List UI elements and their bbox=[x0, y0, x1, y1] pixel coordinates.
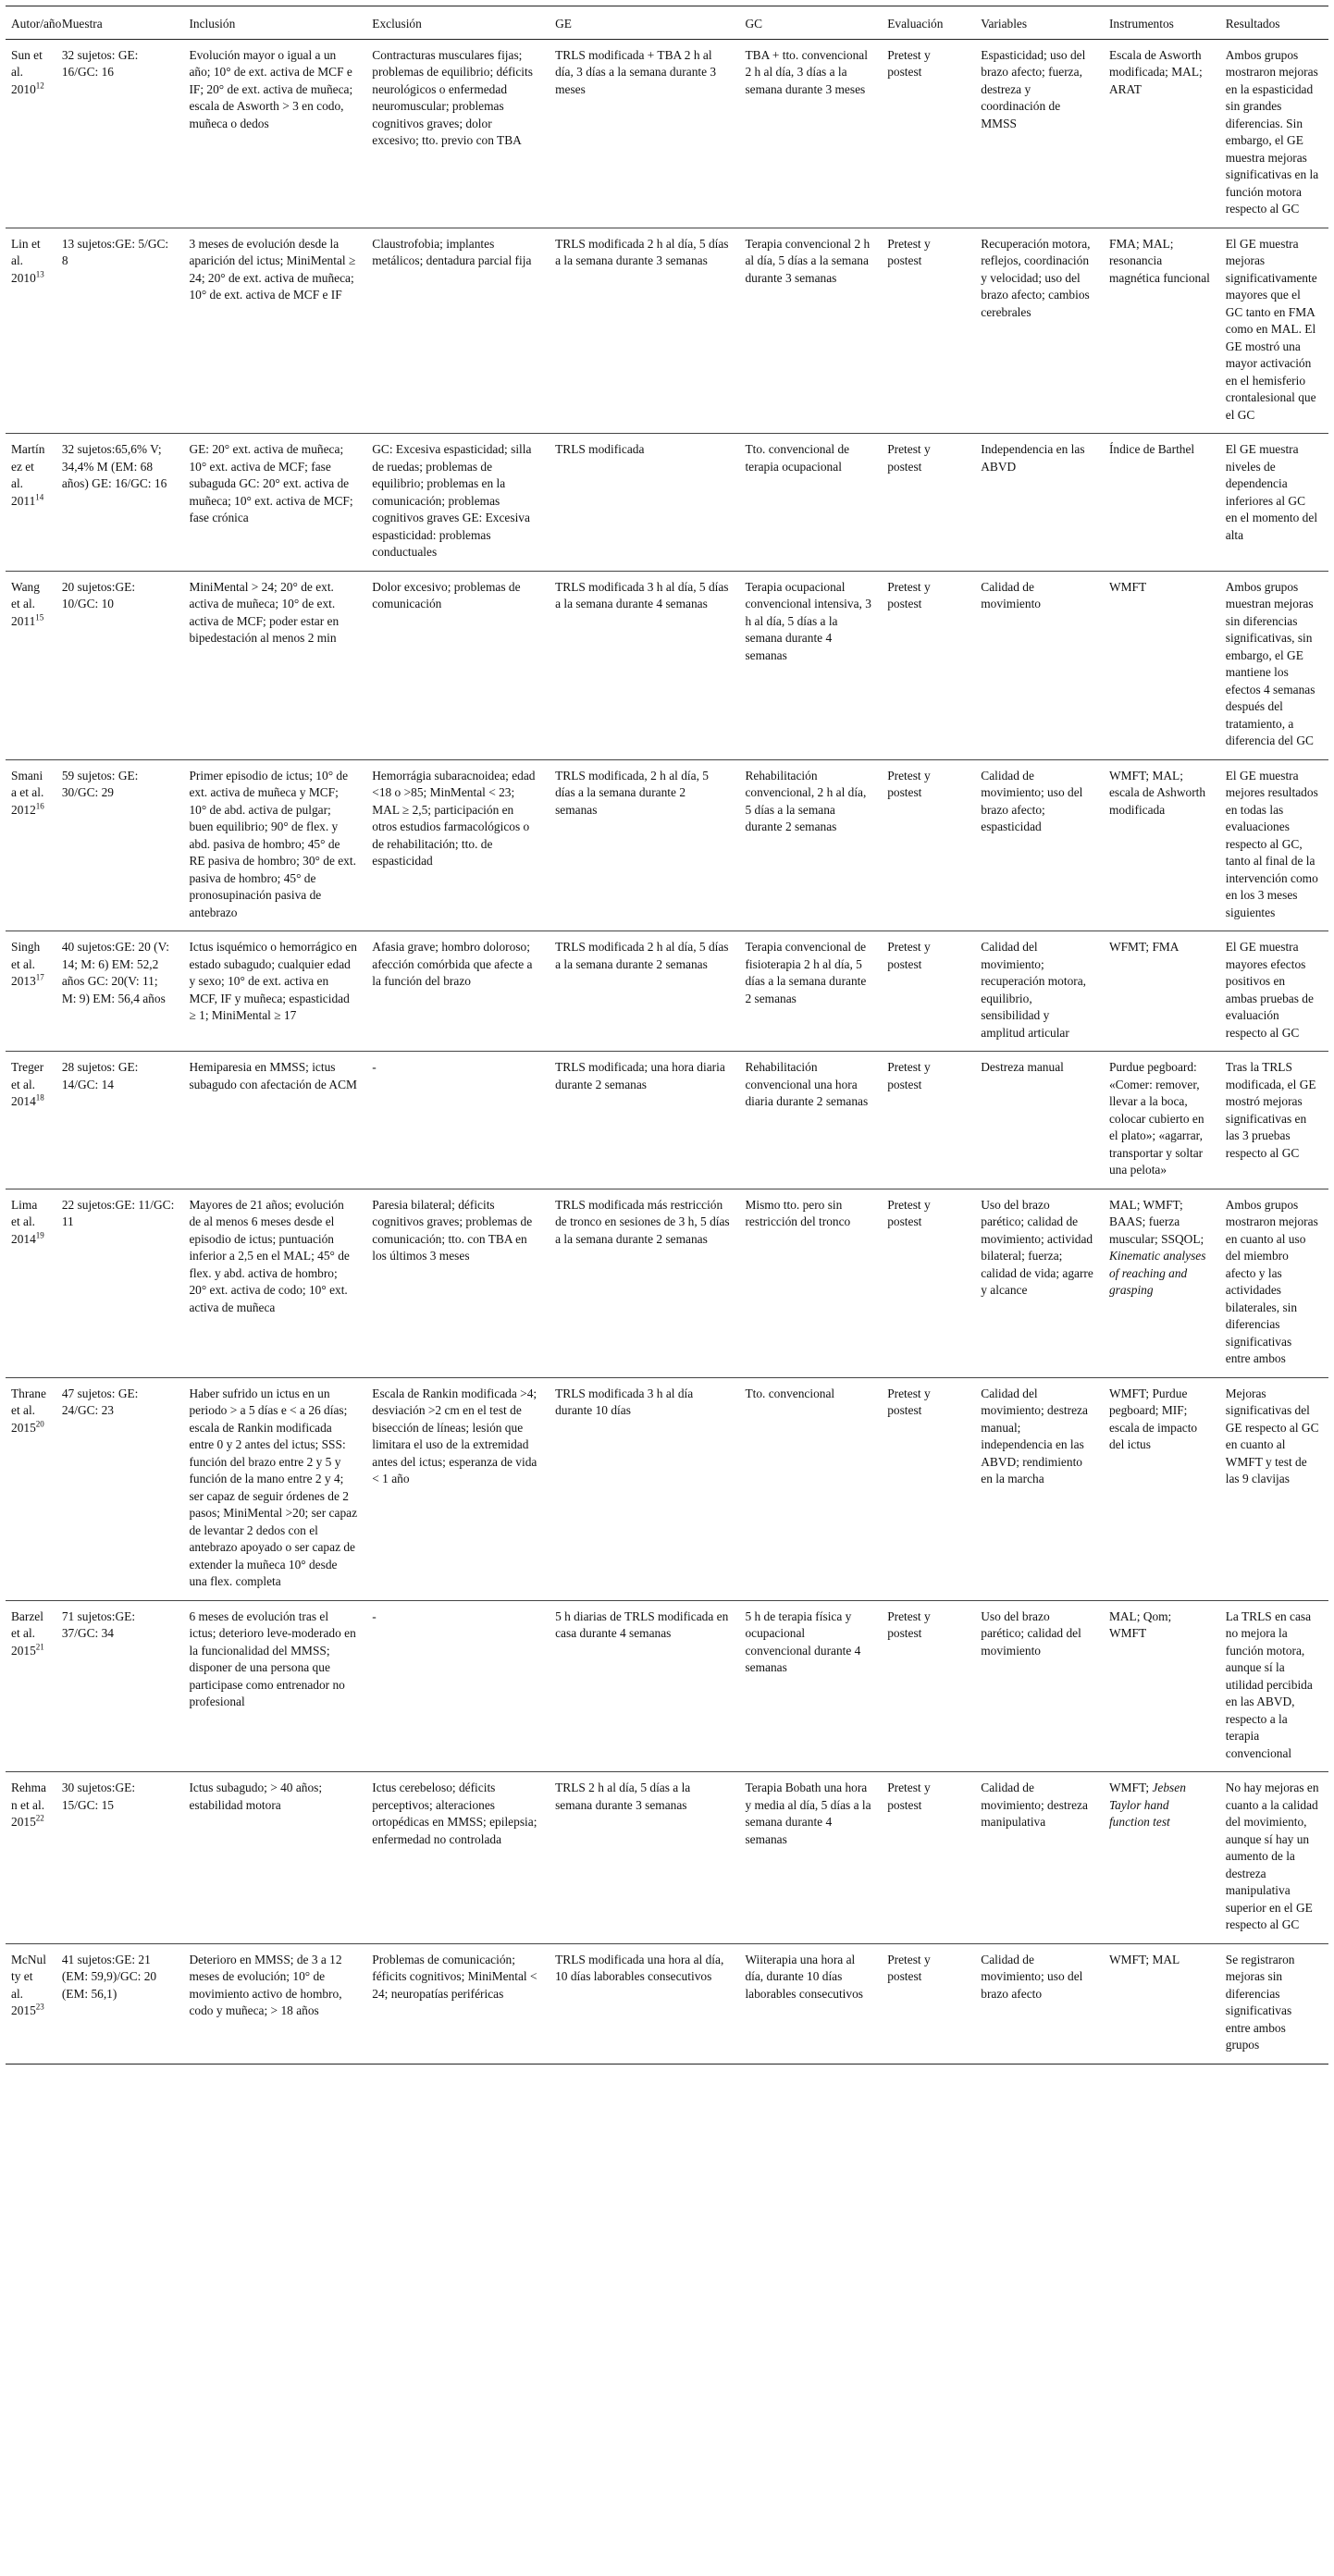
inclusion-cell bbox=[183, 931, 366, 1052]
inclusion-cell bbox=[183, 1943, 366, 2064]
sample-cell bbox=[56, 1772, 184, 1944]
column-header-author: Autor/año bbox=[6, 6, 56, 40]
table-body bbox=[6, 39, 1328, 2064]
inclusion-text: Ictus subagudo; > 40 años; estabilidad motora bbox=[189, 1781, 323, 1812]
sample-cell bbox=[56, 759, 184, 931]
column-header-inclusion: Inclusión bbox=[183, 6, 366, 40]
reference-number: 17 bbox=[35, 972, 44, 982]
variables-text: Calidad del movimiento; recuperación motora, equilibrio, sensibilidad y amplitud articular bbox=[981, 940, 1087, 1040]
exclusion-cell bbox=[366, 1943, 550, 2064]
variables-text: Calidad de movimiento; uso del brazo afecto; espasticidad bbox=[981, 768, 1083, 833]
author-year: Lin et al. 2010 bbox=[11, 236, 41, 285]
instruments-cell bbox=[1104, 1600, 1220, 1772]
exclusion-cell bbox=[366, 571, 550, 759]
variables-text: Calidad de movimiento; uso del brazo afecto bbox=[981, 1952, 1083, 2001]
results-cell bbox=[1220, 1052, 1328, 1189]
evaluation-text: Pretest y postest bbox=[887, 1386, 931, 1417]
column-header-gc: GC bbox=[739, 6, 882, 40]
gc-cell bbox=[739, 434, 882, 572]
table-row bbox=[6, 1943, 1328, 2064]
table-row bbox=[6, 931, 1328, 1052]
reference-number: 18 bbox=[35, 1092, 44, 1103]
author-cell bbox=[6, 931, 56, 1052]
author-cell bbox=[6, 571, 56, 759]
inclusion-text: MiniMental > 24; 20° de ext. activa de muñeca; 10° de ext. activa de MCF; poder estar en bipedestación al menos 2 min bbox=[189, 579, 340, 645]
column-header-results: Resultados bbox=[1220, 6, 1328, 40]
table-row bbox=[6, 1189, 1328, 1377]
author-year: Thrane et al. 2015 bbox=[11, 1386, 46, 1435]
ge-text: TRLS modificada 3 h al día, 5 días a la semana durante 4 semanas bbox=[555, 579, 729, 610]
gc-cell bbox=[739, 571, 882, 759]
ge-text: TRLS modificada 2 h al día, 5 días a la semana durante 2 semanas bbox=[555, 940, 729, 971]
gc-cell bbox=[739, 1377, 882, 1600]
author-cell bbox=[6, 1943, 56, 2064]
exclusion-text: Ictus cerebeloso; déficits perceptivos; alteraciones ortopédicas en MMSS; epilepsia; enfermedad no controlada bbox=[372, 1781, 537, 1846]
variables-cell bbox=[975, 759, 1104, 931]
gc-cell bbox=[739, 1943, 882, 2064]
inclusion-cell bbox=[183, 39, 366, 228]
reference-number: 13 bbox=[35, 269, 44, 279]
sample-text: 20 sujetos:GE: 10/GC: 10 bbox=[61, 579, 136, 610]
gc-text: Mismo tto. pero sin restricción del tronco bbox=[745, 1197, 851, 1228]
instruments-text: WFMT; FMA bbox=[1108, 940, 1180, 954]
variables-text: Uso del brazo parético; calidad del movimiento bbox=[981, 1608, 1081, 1658]
instruments-cell bbox=[1104, 931, 1220, 1052]
exclusion-cell bbox=[366, 228, 550, 434]
exclusion-cell bbox=[366, 759, 550, 931]
exclusion-text: Hemorrágia subaracnoidea; edad <18 o >85; MinMental < 23; MAL ≥ 2,5; participación en otros estudios farmacológicos o de rehabilitación; tto. de espasticidad bbox=[372, 768, 536, 868]
gc-text: Tto. convencional bbox=[745, 1386, 835, 1400]
instruments-cell bbox=[1104, 571, 1220, 759]
instruments-text: Escala de Asworth modificada; MAL; ARAT bbox=[1108, 47, 1203, 96]
author-year: Treger et al. 2014 bbox=[11, 1060, 44, 1108]
ge-text: TRLS modificada 3 h al día durante 10 días bbox=[555, 1386, 694, 1417]
column-header-evaluation: Evaluación bbox=[882, 6, 975, 40]
exclusion-text: Dolor excesivo; problemas de comunicación bbox=[372, 579, 521, 610]
author-cell bbox=[6, 1600, 56, 1772]
results-text: El GE muestra mejores resultados en todas las evaluaciones respecto al GC, tanto al final de la intervención como en los 3 meses siguientes bbox=[1225, 768, 1318, 919]
exclusion-text: - bbox=[372, 1608, 377, 1623]
instruments-italic-text: Jebsen Taylor hand function test bbox=[1108, 1781, 1186, 1829]
evaluation-cell bbox=[882, 1377, 975, 1600]
evaluation-cell bbox=[882, 1600, 975, 1772]
author-year: Barzel et al. 2015 bbox=[11, 1608, 43, 1658]
inclusion-text: GE: 20° ext. activa de muñeca; 10° ext. activa de MCF; fase subaguda GC: 20° ext. activa de muñeca; 10° ext. activa de MCF; fase crónica bbox=[189, 442, 353, 524]
evaluation-text: Pretest y postest bbox=[887, 1781, 931, 1812]
instruments-text: WMFT; MAL; escala de Ashworth modificada bbox=[1108, 768, 1206, 817]
instruments-cell bbox=[1104, 759, 1220, 931]
instruments-text: WMFT; bbox=[1108, 1781, 1150, 1794]
variables-cell bbox=[975, 1772, 1104, 1944]
variables-cell bbox=[975, 931, 1104, 1052]
sample-cell bbox=[56, 571, 184, 759]
variables-text: Recuperación motora, reflejos, coordinación y velocidad; uso del brazo afecto; cambios cerebrales bbox=[981, 236, 1091, 319]
reference-number: 23 bbox=[35, 2002, 44, 2012]
results-text: La TRLS en casa no mejora la función motora, aunque sí la utilidad percibida en las ABVD, respecto a la terapia convencional bbox=[1225, 1608, 1313, 1760]
ge-text: TRLS modificada más restricción de tronco en sesiones de 3 h, 5 días a la semana durante 2 semanas bbox=[555, 1197, 730, 1246]
ge-cell bbox=[550, 39, 739, 228]
results-cell bbox=[1220, 1772, 1328, 1944]
evaluation-text: Pretest y postest bbox=[887, 236, 931, 267]
variables-cell bbox=[975, 434, 1104, 572]
gc-cell bbox=[739, 1772, 882, 1944]
inclusion-cell bbox=[183, 1600, 366, 1772]
gc-text: Terapia Bobath una hora y media al día, 5 días a la semana durante 4 semanas bbox=[745, 1781, 871, 1846]
variables-text: Uso del brazo parético; calidad de movimiento; actividad bilateral; fuerza; calidad de vida; agarre y alcance bbox=[981, 1197, 1093, 1297]
inclusion-text: Primer episodio de ictus; 10° de ext. activa de muñeca y MCF; 10° de abd. activa de pulgar; buen equilibrio; 90° de flex. y abd. pasiva de hombro; 45° de RE pasiva de hombro; 30° de ext. pasiva de hombro; 45° de pronosupinación pasiva de antebrazo bbox=[189, 768, 356, 919]
results-text: El GE muestra niveles de dependencia inferiores al GC en el momento del alta bbox=[1225, 442, 1318, 542]
ge-text: TRLS modificada 2 h al día, 5 días a la semana durante 3 semanas bbox=[555, 236, 729, 267]
reference-number: 20 bbox=[35, 1419, 44, 1429]
variables-text: Espasticidad; uso del brazo afecto; fuerza, destreza y coordinación de MMSS bbox=[981, 47, 1086, 130]
reference-number: 15 bbox=[35, 612, 44, 622]
variables-cell bbox=[975, 228, 1104, 434]
gc-cell bbox=[739, 1189, 882, 1377]
gc-text: Terapia convencional de fisioterapia 2 h al día, 5 días a la semana durante 2 semanas bbox=[745, 940, 867, 1005]
table-row bbox=[6, 1052, 1328, 1189]
sample-text: 13 sujetos:GE: 5/GC: 8 bbox=[61, 236, 169, 267]
reference-number: 12 bbox=[35, 80, 44, 91]
sample-text: 41 sujetos:GE: 21 (EM: 59,9)/GC: 20 (EM: 56,1) bbox=[61, 1952, 157, 2001]
table-header-row bbox=[6, 6, 1328, 40]
gc-cell bbox=[739, 1600, 882, 1772]
table-row bbox=[6, 434, 1328, 572]
sample-cell bbox=[56, 1600, 184, 1772]
results-text: Tras la TRLS modificada, el GE mostró mejoras significativas en las 3 pruebas respecto al GC bbox=[1225, 1060, 1316, 1160]
results-cell bbox=[1220, 1377, 1328, 1600]
gc-text: Wiiterapia una hora al día, durante 10 días laborables consecutivos bbox=[745, 1952, 863, 2001]
evaluation-text: Pretest y postest bbox=[887, 47, 931, 79]
inclusion-cell bbox=[183, 1052, 366, 1189]
variables-cell bbox=[975, 1377, 1104, 1600]
table-row bbox=[6, 1600, 1328, 1772]
ge-cell bbox=[550, 931, 739, 1052]
evaluation-text: Pretest y postest bbox=[887, 579, 931, 610]
gc-cell bbox=[739, 39, 882, 228]
exclusion-cell bbox=[366, 1189, 550, 1377]
column-header-ge: GE bbox=[550, 6, 739, 40]
reference-number: 21 bbox=[35, 1642, 44, 1652]
table-row bbox=[6, 571, 1328, 759]
author-cell bbox=[6, 1052, 56, 1189]
sample-cell bbox=[56, 1377, 184, 1600]
author-year: Martínez et al. 2011 bbox=[11, 442, 45, 508]
gc-cell bbox=[739, 1052, 882, 1189]
table-row bbox=[6, 1377, 1328, 1600]
exclusion-text: GC: Excesiva espasticidad; silla de ruedas; problemas de equilibrio; problemas en la comunicación; problemas cognitivos graves GE: Excesiva espasticidad: problemas conductuales bbox=[372, 442, 532, 559]
inclusion-text: Evolución mayor o igual a un año; 10° de ext. activa de MCF e IF; 20° de ext. activa de muñeca; escala de Asworth > 3 en codo, muñeca o dedos bbox=[189, 47, 353, 130]
instruments-cell bbox=[1104, 228, 1220, 434]
gc-text: 5 h de terapia física y ocupacional convencional durante 4 semanas bbox=[745, 1608, 861, 1674]
inclusion-cell bbox=[183, 228, 366, 434]
ge-cell bbox=[550, 1189, 739, 1377]
variables-cell bbox=[975, 1943, 1104, 2064]
inclusion-text: Hemiparesia en MMSS; ictus subagudo con afectación de ACM bbox=[189, 1060, 357, 1091]
evaluation-text: Pretest y postest bbox=[887, 768, 931, 799]
column-header-instruments: Instrumentos bbox=[1104, 6, 1220, 40]
sample-text: 30 sujetos:GE: 15/GC: 15 bbox=[61, 1781, 136, 1812]
gc-cell bbox=[739, 931, 882, 1052]
results-text: Ambos grupos mostraron mejoras en la espasticidad sin grandes diferencias. Sin embargo, el GE muestra mejoras significativas en la función motora respecto al GC bbox=[1225, 47, 1319, 216]
ge-cell bbox=[550, 759, 739, 931]
results-cell bbox=[1220, 759, 1328, 931]
author-year: Rehman et al. 2015 bbox=[11, 1781, 46, 1829]
column-header-variables: Variables bbox=[975, 6, 1104, 40]
ge-cell bbox=[550, 434, 739, 572]
author-cell bbox=[6, 39, 56, 228]
gc-text: Rehabilitación convencional una hora diaria durante 2 semanas bbox=[745, 1060, 869, 1108]
column-header-exclusion: Exclusión bbox=[366, 6, 550, 40]
instruments-cell bbox=[1104, 1052, 1220, 1189]
author-cell bbox=[6, 228, 56, 434]
instruments-cell bbox=[1104, 1377, 1220, 1600]
author-year: Wang et al. 2011 bbox=[11, 579, 40, 628]
author-year: McNulty et al. 2015 bbox=[11, 1952, 46, 2017]
sample-text: 32 sujetos: GE: 16/GC: 16 bbox=[61, 47, 139, 79]
variables-cell bbox=[975, 571, 1104, 759]
exclusion-cell bbox=[366, 39, 550, 228]
gc-cell bbox=[739, 228, 882, 434]
ge-text: TRLS modificada una hora al día, 10 días laborables consecutivos bbox=[555, 1952, 724, 1983]
results-text: El GE muestra mejoras significativamente mayores que el GC tanto en FMA como en MAL. El GE mostró una mayor activación en el hemisferio crontalesional que el GC bbox=[1225, 236, 1317, 422]
ge-cell bbox=[550, 571, 739, 759]
gc-cell bbox=[739, 759, 882, 931]
sample-text: 28 sujetos: GE: 14/GC: 14 bbox=[61, 1060, 139, 1091]
instruments-text: Purdue pegboard: «Comer: remover, llevar a la boca, colocar cubierto en el plato»; «agarrar, transportar y soltar una pelota» bbox=[1108, 1060, 1204, 1177]
inclusion-cell bbox=[183, 1377, 366, 1600]
exclusion-text: - bbox=[372, 1060, 377, 1074]
inclusion-text: 6 meses de evolución tras el ictus; deterioro leve-moderado en la funcionalidad del MMSS; disponer de una persona que participase como entrenador no profesional bbox=[189, 1608, 356, 1708]
exclusion-text: Escala de Rankin modificada >4; desviación >2 cm en el test de bisección de líneas; lesión que limitara el uso de la extremidad antes del ictus; esperanza de vida < 1 año bbox=[372, 1386, 537, 1485]
ge-text: 5 h diarias de TRLS modificada en casa durante 4 semanas bbox=[555, 1608, 729, 1640]
variables-text: Destreza manual bbox=[981, 1060, 1064, 1074]
results-text: Se registraron mejoras sin diferencias significativas entre ambos grupos bbox=[1225, 1952, 1295, 2052]
inclusion-text: Haber sufrido un ictus en un periodo > a 5 días e < a 26 días; escala de Rankin modificada entre 0 y 2 antes del ictus; SSS: función del brazo entre 2 y 5 y función de la mano entre 2 y 4; ser capaz de seguir órdenes de 2 pasos; MiniMental >20; ser capaz de levantar 2 dedos con el antebrazo apoyado o ser capaz de extender la muñeca 10° desde una flex. completa bbox=[189, 1386, 358, 1588]
exclusion-text: Paresia bilateral; déficits cognitivos graves; problemas de comunicación; tto. con TBA en los últimos 3 meses bbox=[372, 1197, 533, 1263]
reference-number: 14 bbox=[35, 492, 44, 502]
inclusion-cell bbox=[183, 571, 366, 759]
ge-text: TRLS modificada + TBA 2 h al día, 3 días a la semana durante 3 meses bbox=[555, 47, 717, 96]
author-year: Singh et al. 2013 bbox=[11, 940, 41, 988]
evaluation-cell bbox=[882, 434, 975, 572]
ge-cell bbox=[550, 1600, 739, 1772]
ge-cell bbox=[550, 228, 739, 434]
variables-text: Calidad del movimiento; destreza manual; independencia en las ABVD; rendimiento en la marcha bbox=[981, 1386, 1088, 1485]
table-row bbox=[6, 759, 1328, 931]
evaluation-cell bbox=[882, 1189, 975, 1377]
variables-text: Independencia en las ABVD bbox=[981, 442, 1085, 474]
exclusion-cell bbox=[366, 1377, 550, 1600]
author-year: Smania et al. 2012 bbox=[11, 768, 44, 817]
sample-text: 47 sujetos: GE: 24/GC: 23 bbox=[61, 1386, 139, 1417]
exclusion-cell bbox=[366, 931, 550, 1052]
inclusion-cell bbox=[183, 434, 366, 572]
exclusion-cell bbox=[366, 1772, 550, 1944]
exclusion-text: Problemas de comunicación; féficits cognitivos; MiniMental < 24; neuropatías periféricas bbox=[372, 1952, 537, 2001]
instruments-text: WMFT; Purdue pegboard; MIF; escala de impacto del ictus bbox=[1108, 1386, 1198, 1451]
table-row bbox=[6, 39, 1328, 228]
instruments-text: Índice de Barthel bbox=[1108, 442, 1195, 456]
inclusion-text: Mayores de 21 años; evolución de al menos 6 meses desde el episodio de ictus; puntuación inferior a 2,5 en el MAL; 45° de flex. y abd. activa de hombro; 20° ext. activa de codo; 10° ext. activa de muñeca bbox=[189, 1197, 350, 1314]
variables-text: Calidad de movimiento bbox=[981, 579, 1041, 610]
sample-cell bbox=[56, 1052, 184, 1189]
results-cell bbox=[1220, 228, 1328, 434]
results-text: Mejoras significativas del GE respecto al GC en cuanto al WMFT y test de las 9 clavijas bbox=[1225, 1386, 1319, 1485]
results-text: Ambos grupos muestran mejoras sin diferencias significativas, sin embargo, el GE mantiene los efectos 4 semanas después del tratamiento, a diferencia del GC bbox=[1225, 579, 1315, 747]
sample-text: 22 sujetos:GE: 11/GC: 11 bbox=[61, 1197, 175, 1228]
ge-text: TRLS modificada bbox=[555, 442, 645, 456]
table-row bbox=[6, 1772, 1328, 1944]
author-cell bbox=[6, 434, 56, 572]
sample-text: 32 sujetos:65,6% V; 34,4% M (EM: 68 años) GE: 16/GC: 16 bbox=[61, 442, 167, 490]
results-cell bbox=[1220, 434, 1328, 572]
gc-text: Terapia convencional 2 h al día, 5 días a la semana durante 3 semanas bbox=[745, 236, 871, 285]
evaluation-cell bbox=[882, 1052, 975, 1189]
results-cell bbox=[1220, 39, 1328, 228]
reference-number: 19 bbox=[35, 1230, 44, 1240]
evaluation-cell bbox=[882, 1943, 975, 2064]
sample-cell bbox=[56, 434, 184, 572]
sample-cell bbox=[56, 228, 184, 434]
inclusion-cell bbox=[183, 1772, 366, 1944]
evaluation-cell bbox=[882, 228, 975, 434]
inclusion-text: 3 meses de evolución desde la aparición del ictus; MiniMental ≥ 24; 20° de ext. activa de muñeca; 10° de ext. activa de MCF e IF bbox=[189, 236, 356, 302]
evaluation-cell bbox=[882, 759, 975, 931]
instruments-cell bbox=[1104, 434, 1220, 572]
gc-text: Rehabilitación convencional, 2 h al día, 5 días a la semana durante 2 semanas bbox=[745, 768, 867, 833]
exclusion-text: Afasia grave; hombro doloroso; afección comórbida que afecte a la función del brazo bbox=[372, 940, 533, 988]
exclusion-text: Contracturas musculares fijas; problemas de equilibrio; déficits neurológicos o enfermedad neuromuscular; problemas cognitivos graves; dolor excesivo; tto. previo con TBA bbox=[372, 47, 533, 147]
author-year: Sun et al. 2010 bbox=[11, 47, 43, 96]
author-cell bbox=[6, 759, 56, 931]
instruments-cell bbox=[1104, 1943, 1220, 2064]
evaluation-cell bbox=[882, 1772, 975, 1944]
exclusion-cell bbox=[366, 434, 550, 572]
reference-number: 16 bbox=[35, 801, 44, 811]
sample-text: 40 sujetos:GE: 20 (V: 14; M: 6) EM: 52,2 años GC: 20(V: 11; M: 9) EM: 56,4 años bbox=[61, 940, 169, 1005]
instruments-text: MAL; WMFT; BAAS; fuerza muscular; SSQOL; bbox=[1108, 1197, 1204, 1246]
ge-text: TRLS modificada; una hora diaria durante 2 semanas bbox=[555, 1060, 725, 1091]
ge-cell bbox=[550, 1052, 739, 1189]
instruments-text: WMFT; MAL bbox=[1108, 1952, 1180, 1966]
ge-text: TRLS 2 h al día, 5 días a la semana durante 3 semanas bbox=[555, 1781, 691, 1812]
variables-cell bbox=[975, 39, 1104, 228]
gc-text: TBA + tto. convencional 2 h al día, 3 días a la semana durante 3 meses bbox=[745, 47, 868, 96]
author-cell bbox=[6, 1377, 56, 1600]
ge-cell bbox=[550, 1772, 739, 1944]
results-cell bbox=[1220, 1600, 1328, 1772]
variables-text: Calidad de movimiento; destreza manipulativa bbox=[981, 1781, 1088, 1829]
ge-text: TRLS modificada, 2 h al día, 5 días a la semana durante 2 semanas bbox=[555, 768, 709, 817]
instruments-text: FMA; MAL; resonancia magnética funcional bbox=[1108, 236, 1210, 285]
evaluation-cell bbox=[882, 571, 975, 759]
instruments-text: MAL; Qom; WMFT bbox=[1108, 1608, 1172, 1640]
instruments-cell bbox=[1104, 1189, 1220, 1377]
evaluation-text: Pretest y postest bbox=[887, 1060, 931, 1091]
inclusion-cell bbox=[183, 759, 366, 931]
studies-table bbox=[6, 6, 1328, 2064]
evaluation-text: Pretest y postest bbox=[887, 1608, 931, 1640]
instruments-cell bbox=[1104, 39, 1220, 228]
evaluation-text: Pretest y postest bbox=[887, 1197, 931, 1228]
evaluation-cell bbox=[882, 39, 975, 228]
ge-cell bbox=[550, 1377, 739, 1600]
gc-text: Tto. convencional de terapia ocupacional bbox=[745, 442, 850, 474]
author-year: Lima et al. 2014 bbox=[11, 1197, 38, 1246]
results-cell bbox=[1220, 571, 1328, 759]
inclusion-text: Deterioro en MMSS; de 3 a 12 meses de evolución; 10° de movimiento activo de hombro, codo y muñeca; > 18 años bbox=[189, 1952, 342, 2017]
gc-text: Terapia ocupacional convencional intensiva, 3 h al día, 5 días a la semana durante 4 semanas bbox=[745, 579, 871, 662]
exclusion-cell bbox=[366, 1600, 550, 1772]
ge-cell bbox=[550, 1943, 739, 2064]
evaluation-text: Pretest y postest bbox=[887, 1952, 931, 1983]
author-cell bbox=[6, 1189, 56, 1377]
sample-cell bbox=[56, 931, 184, 1052]
exclusion-cell bbox=[366, 1052, 550, 1189]
evaluation-text: Pretest y postest bbox=[887, 442, 931, 474]
exclusion-text: Claustrofobia; implantes metálicos; dentadura parcial fija bbox=[372, 236, 532, 267]
inclusion-text: Ictus isquémico o hemorrágico en estado subagudo; cualquier edad y sexo; 10° de ext. activa en MCF, IF y muñeca; espasticidad ≥ 1; MiniMental ≥ 17 bbox=[189, 940, 357, 1022]
variables-cell bbox=[975, 1600, 1104, 1772]
sample-text: 71 sujetos:GE: 37/GC: 34 bbox=[61, 1608, 136, 1640]
results-text: Ambos grupos mostraron mejoras en cuanto al uso del miembro afecto y las actividades bilaterales, sin diferencias significativas entre ambos bbox=[1225, 1197, 1318, 1365]
variables-cell bbox=[975, 1052, 1104, 1189]
results-cell bbox=[1220, 1943, 1328, 2064]
variables-cell bbox=[975, 1189, 1104, 1377]
instruments-text: WMFT bbox=[1108, 579, 1147, 594]
reference-number: 22 bbox=[35, 1813, 44, 1823]
sample-cell bbox=[56, 1189, 184, 1377]
sample-cell bbox=[56, 1943, 184, 2064]
results-cell bbox=[1220, 1189, 1328, 1377]
inclusion-cell bbox=[183, 1189, 366, 1377]
evaluation-text: Pretest y postest bbox=[887, 940, 931, 971]
sample-text: 59 sujetos: GE: 30/GC: 29 bbox=[61, 768, 139, 799]
evaluation-cell bbox=[882, 931, 975, 1052]
column-header-sample: Muestra bbox=[56, 6, 184, 40]
results-text: No hay mejoras en cuanto a la calidad del movimiento, aunque sí hay un aumento de la destreza manipulativa superior en el GE respecto al GC bbox=[1225, 1781, 1319, 1931]
results-cell bbox=[1220, 931, 1328, 1052]
instruments-cell bbox=[1104, 1772, 1220, 1944]
results-text: El GE muestra mayores efectos positivos en ambas pruebas de evaluación respecto al GC bbox=[1225, 940, 1314, 1040]
instruments-italic-text: Kinematic analyses of reaching and grasping bbox=[1108, 1249, 1206, 1297]
sample-cell bbox=[56, 39, 184, 228]
author-cell bbox=[6, 1772, 56, 1944]
table-row bbox=[6, 228, 1328, 434]
